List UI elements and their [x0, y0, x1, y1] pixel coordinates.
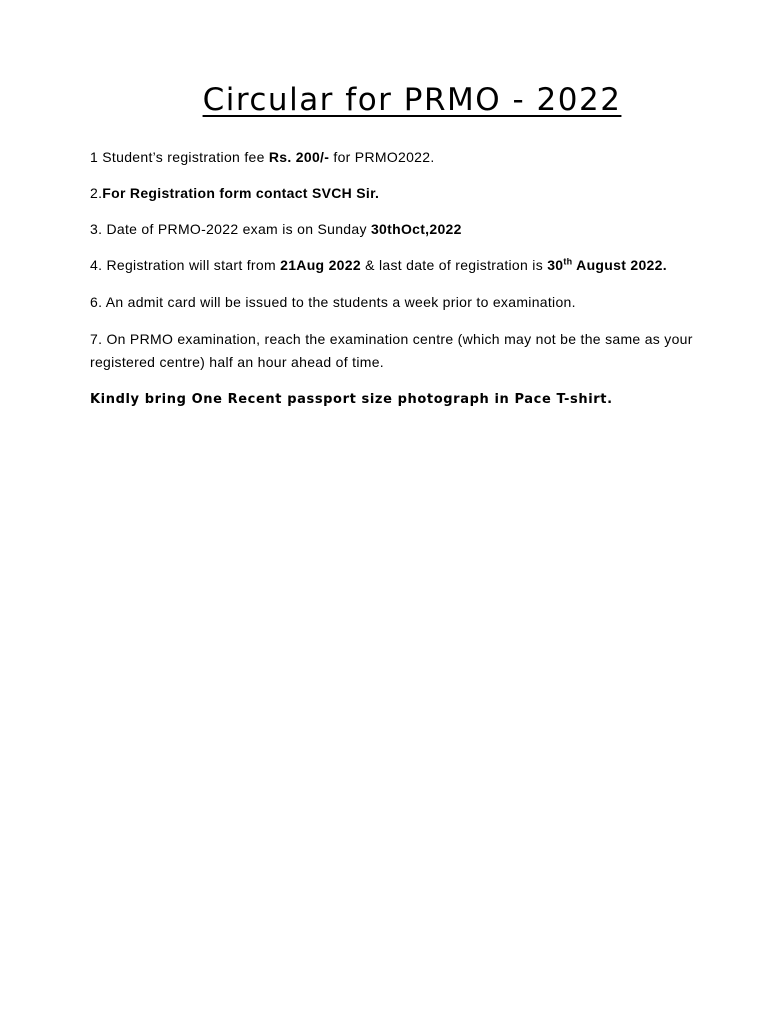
- last-date-day: 30: [547, 257, 564, 273]
- item-exam-date: [90, 220, 462, 238]
- item-text: 3. Date of PRMO-2022 exam is on Sunday: [90, 221, 371, 237]
- fee-amount: Rs. 200/-: [268, 149, 330, 165]
- item-registration-fee: [90, 148, 435, 166]
- page-title: Circular for PRMO - 2022: [202, 82, 622, 118]
- item-text: 1 Student’s registration fee: [90, 149, 269, 165]
- item-text: 4. Registration will start from: [90, 257, 281, 273]
- item-exam-centre: [90, 330, 693, 348]
- item-admit-card: [90, 293, 576, 311]
- contact-info: For Registration form contact SVCH Sir.: [102, 185, 380, 201]
- item-text: 6. An admit card will be issued to the students a week prior to examination.: [90, 294, 576, 310]
- item-text: & last date of registration is: [360, 257, 548, 273]
- exam-date: 30thOct,2022: [370, 221, 462, 237]
- item-registration-form: [90, 184, 379, 202]
- last-date-month: August 2022.: [572, 257, 667, 273]
- item-text: 2.: [90, 185, 103, 201]
- last-date-suffix: th: [563, 256, 573, 267]
- item-exam-centre-continued: [90, 353, 384, 371]
- photograph-note: Kindly bring One Recent passport size photograph in Pace T-shirt.: [90, 392, 613, 407]
- item-text: for PRMO2022.: [329, 149, 435, 165]
- start-date: 21Aug 2022: [280, 257, 361, 273]
- item-text: registered centre) half an hour ahead of time.: [90, 354, 384, 370]
- item-text: 7. On PRMO examination, reach the examination centre (which may not be the same as your: [90, 331, 693, 347]
- item-registration-dates: [90, 256, 667, 274]
